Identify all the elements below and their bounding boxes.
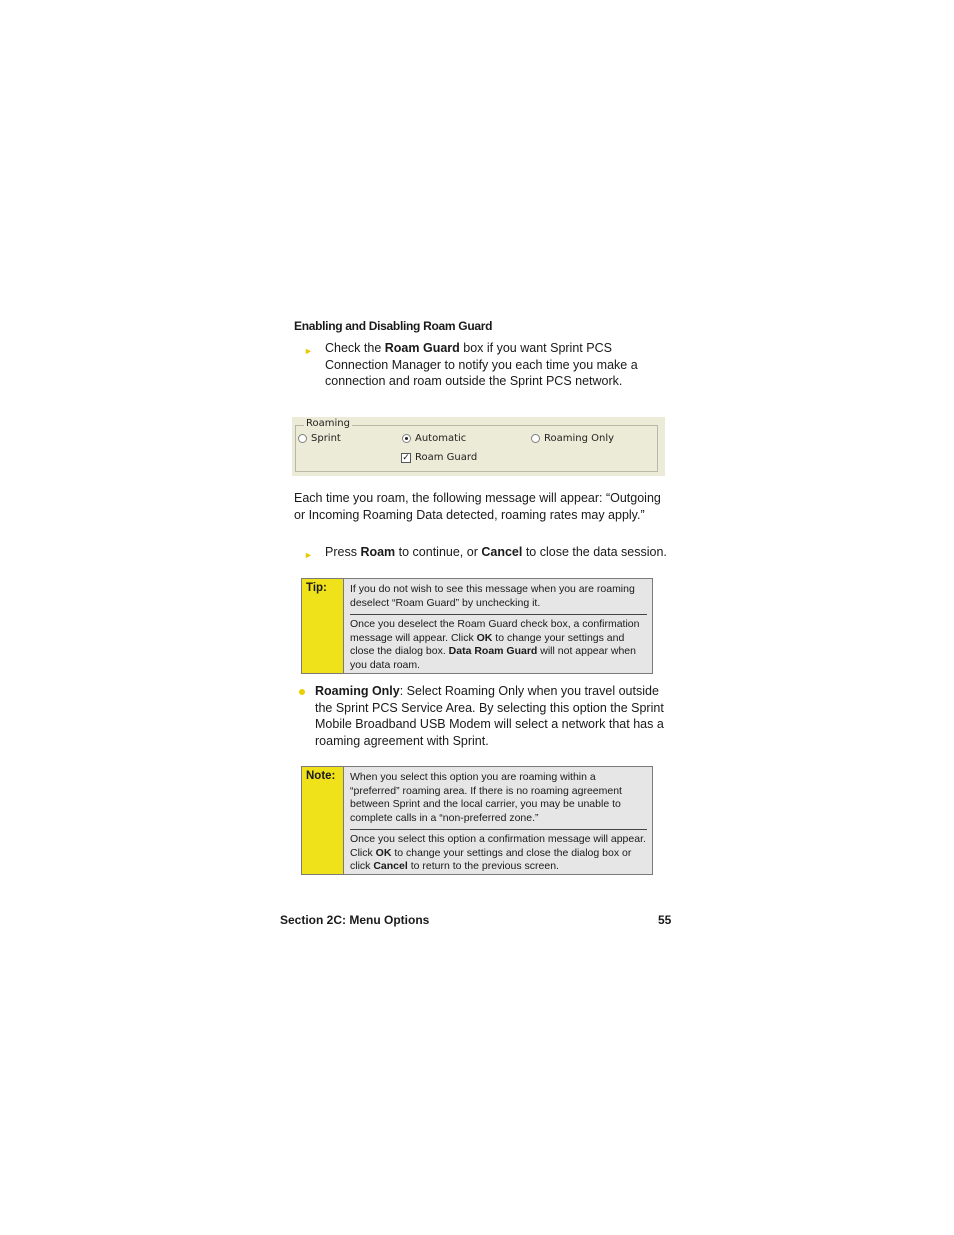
step-check-roam-guard: Check the Roam Guard box if you want Sprint PCS Connection Manager to notify you each time you make a connection and roam outside the Sprint PCS network. xyxy=(325,341,638,388)
note-item-1: When you select this option you are roaming within a “preferred” roaming area. If there is no roaming agreement between Sprint and the local carrier, you may be unable to complete calls in a “non-preferred zone.” xyxy=(350,771,622,824)
roaming-legend: Roaming xyxy=(306,418,350,429)
footer-section-title: Section 2C: Menu Options xyxy=(280,913,430,927)
tip-label: Tip: xyxy=(302,579,344,673)
round-bullet-icon xyxy=(299,689,305,695)
radio-automatic[interactable]: Automatic xyxy=(402,433,466,444)
radio-selected-icon xyxy=(402,434,411,443)
note-callout xyxy=(301,766,653,875)
arrow-bullet-icon: ► xyxy=(304,346,313,356)
divider xyxy=(350,829,647,830)
page-number: 55 xyxy=(658,913,672,927)
tip-callout xyxy=(301,578,653,674)
note-label: Note: xyxy=(302,767,344,874)
tip-item-2: Once you deselect the Roam Guard check box, a confirmation message will appear. Click OK to change your settings and close the dialog box. Data Roam Guard will not appear when you data roam. xyxy=(350,618,640,671)
tip-content xyxy=(344,579,652,673)
checkbox-roam-guard[interactable]: ✓ Roam Guard xyxy=(402,452,478,463)
note-content xyxy=(344,767,652,874)
note-item-2: Once you select this option a confirmation message will appear. Click OK to change your settings and close the dialog box or click Cancel to return to the previous screen. xyxy=(350,833,646,872)
roaming-settings-panel xyxy=(292,417,665,476)
checkmark-icon: ✓ xyxy=(402,452,410,463)
radio-icon xyxy=(298,434,307,443)
radio-icon xyxy=(531,434,540,443)
section-heading: Enabling and Disabling Roam Guard xyxy=(294,319,493,333)
tip-item-1: If you do not wish to see this message when you are roaming deselect “Roam Guard” by unchecking it. xyxy=(350,583,635,609)
roam-message-paragraph: Each time you roam, the following message will appear: “Outgoing or Incoming Roaming Data detected, roaming rates may apply.” xyxy=(294,491,661,522)
roaming-only-description: Roaming Only: Select Roaming Only when you travel outside the Sprint PCS Service Area. By selecting this option the Sprint Mobile Broadband USB Modem will select a network that has a roaming agreement with Sprint. xyxy=(315,684,664,748)
step-press-roam: Press Roam to continue, or Cancel to close the data session. xyxy=(325,545,667,559)
radio-roaming-only[interactable]: Roaming Only xyxy=(531,433,614,444)
divider xyxy=(350,614,647,615)
arrow-bullet-icon: ► xyxy=(304,550,313,560)
radio-sprint[interactable]: Sprint xyxy=(298,433,341,444)
